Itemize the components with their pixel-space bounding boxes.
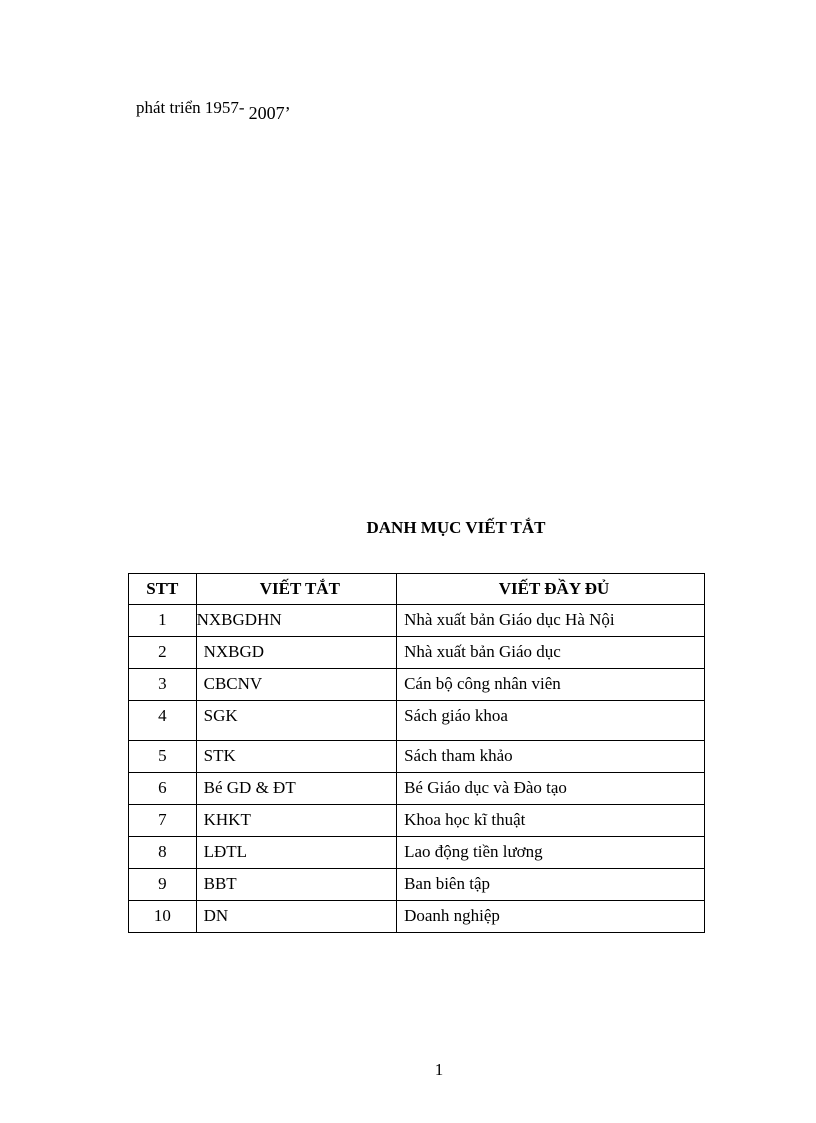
row-abbreviation: BBT [196,869,396,901]
row-number: 8 [129,837,197,869]
row-full-form: Ban biên tập [397,869,705,901]
row-number: 5 [129,741,197,773]
row-abbreviation: KHKT [196,805,396,837]
table-row [129,869,705,901]
row-full-form: Doanh nghiệp [397,901,705,933]
header-stt: STT [129,574,197,605]
abbreviation-table [128,573,705,933]
row-full-form: Sách tham khảo [397,741,705,773]
row-full-form: Sách giáo khoa [397,701,705,741]
row-number: 10 [129,901,197,933]
table-row [129,837,705,869]
table-row [129,773,705,805]
table-row [129,901,705,933]
row-abbreviation: Bé GD & ĐT [196,773,396,805]
row-abbreviation: STK [196,741,396,773]
row-full-form: Lao động tiền lương [397,837,705,869]
header-fragment [136,97,291,123]
row-number: 1 [129,605,197,637]
table-row [129,701,705,741]
header-full-form: VIẾT ĐẦY ĐỦ [397,574,705,605]
header-fragment-year: 2007’ [248,103,291,123]
header-fragment-text: phát triển 1957- [136,98,245,117]
page-number: 1 [434,1060,444,1079]
row-abbreviation: LĐTL [196,837,396,869]
row-number: 6 [129,773,197,805]
row-number: 7 [129,805,197,837]
row-abbreviation: NXBGD [196,637,396,669]
row-full-form: Nhà xuất bản Giáo dục [397,637,705,669]
row-number: 9 [129,869,197,901]
table-row [129,805,705,837]
table-row [129,605,705,637]
table-row [129,637,705,669]
row-full-form: Nhà xuất bản Giáo dục Hà Nội [397,605,705,637]
row-full-form: Bé Giáo dục và Đào tạo [397,773,705,805]
row-abbreviation: CBCNV [196,669,396,701]
page-title: DANH MỤC VIẾT TẮT [366,518,546,537]
table-row [129,669,705,701]
header-abbreviation: VIẾT TẮT [196,574,396,605]
row-number: 3 [129,669,197,701]
row-number: 4 [129,701,197,741]
row-number: 2 [129,637,197,669]
table-header-row [129,574,705,605]
row-full-form: Khoa học kĩ thuật [397,805,705,837]
row-abbreviation: DN [196,901,396,933]
row-abbreviation: NXBGDHN [196,605,396,637]
row-abbreviation: SGK [196,701,396,741]
row-full-form: Cán bộ công nhân viên [397,669,705,701]
table-row [129,741,705,773]
